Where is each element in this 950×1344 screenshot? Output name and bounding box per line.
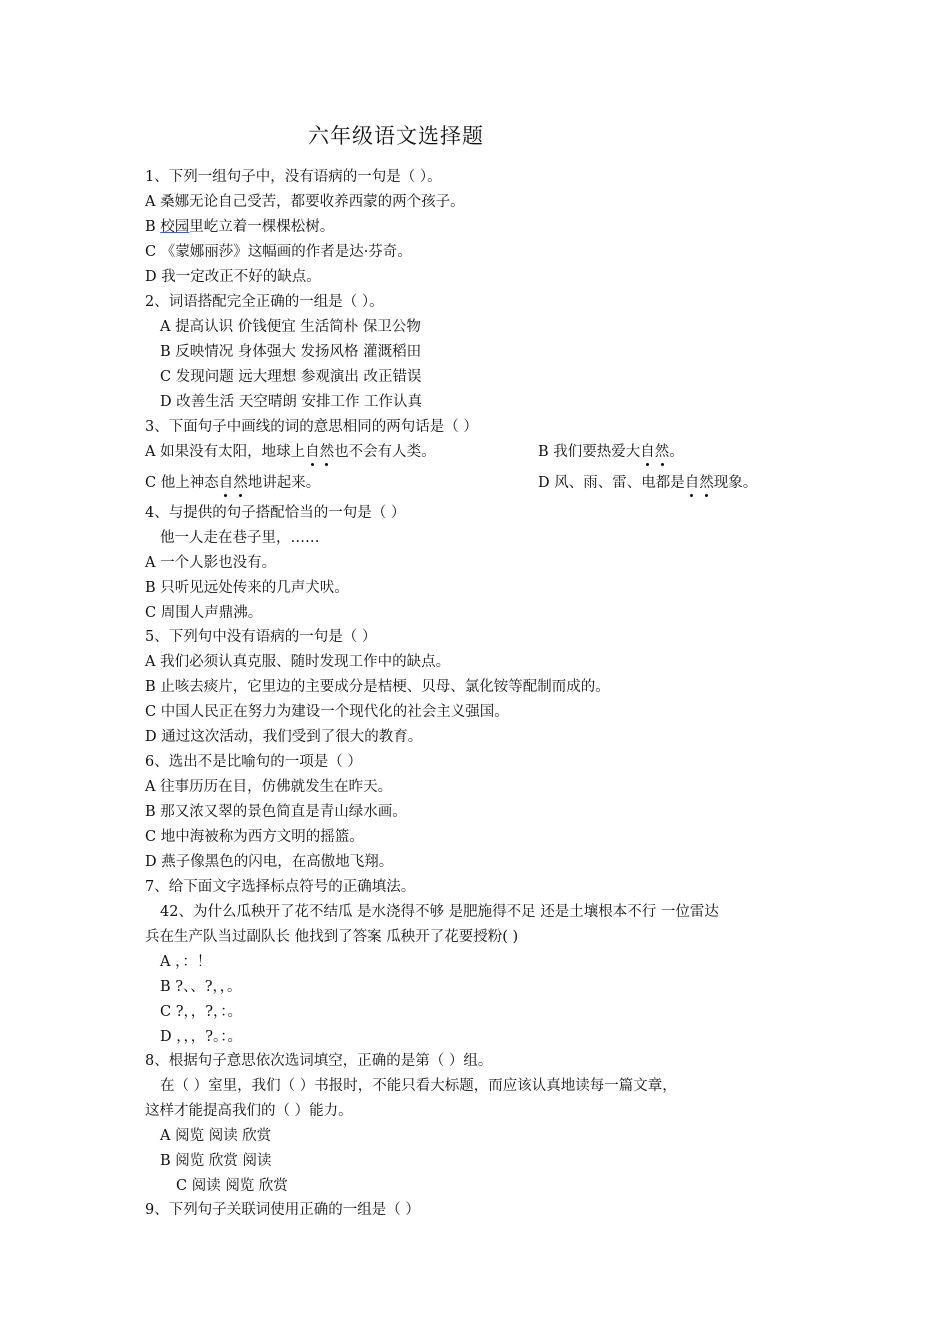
question-4-stem: 4、与提供的句子搭配恰当的一句是（ ） xyxy=(145,505,406,521)
question-1-option-d: D 我一定改正不好的缺点。 xyxy=(145,269,321,285)
dotted-char: 然 xyxy=(699,475,714,491)
question-4-option-c: C 周围人声鼎沸。 xyxy=(145,605,263,621)
question-9-stem: 9、下列句子关联词使用正确的一组是（ ） xyxy=(145,1202,420,1218)
question-3-stem: 3、下面句子中画线的词的意思相同的两句话是（ ） xyxy=(145,419,478,435)
question-6-option-d: D 燕子像黑色的闪电，在高傲地飞翔。 xyxy=(145,854,394,870)
question-7-option-d: D ，，，?。：。 xyxy=(160,1029,243,1045)
option-text: D 风、雨、雷、电都是 xyxy=(538,475,685,491)
question-1-option-c: C 《蒙娜丽莎》这幅画的作者是达·芬奇。 xyxy=(145,244,412,260)
question-6-stem: 6、选出不是比喻句的一项是（ ） xyxy=(145,754,362,770)
question-6-option-a: A 往事历历在目，仿佛就发生在昨天。 xyxy=(145,779,393,795)
option-b-suffix: 里屹立着一棵棵松树。 xyxy=(189,219,335,235)
question-4-given-sentence: 他一人走在巷子里，…… xyxy=(160,530,320,546)
question-7-passage-line-2: 兵在生产队当过副队长 他找到了答案 瓜秧开了花要授粉( ) xyxy=(145,929,519,945)
question-3-option-d xyxy=(538,473,757,493)
question-8-option-c: C 阅读 阅览 欣赏 xyxy=(176,1178,288,1194)
dotted-char: 然 xyxy=(319,444,335,460)
question-8-passage-line-1: 在（ ）室里，我们（ ）书报时，不能只看大标题，而应该认真地读每一篇文章， xyxy=(160,1078,677,1094)
question-5-option-a: A 我们必须认真克服、随时发现工作中的缺点。 xyxy=(145,654,451,670)
question-3-option-c xyxy=(145,473,320,493)
dotted-char: 然 xyxy=(654,444,670,460)
question-7-option-a: A ，：！ xyxy=(160,954,212,970)
question-2-stem: 2、词语搭配完全正确的一组是（ ）。 xyxy=(145,294,384,310)
question-5-option-d: D 通过这次活动，我们受到了很大的教育。 xyxy=(145,729,423,745)
dotted-char: 自 xyxy=(218,475,234,491)
question-1-option-b xyxy=(145,217,334,237)
option-text: C 他上神态 xyxy=(145,475,219,491)
option-text: A 如果没有太阳，地球上 xyxy=(145,444,306,460)
option-text: 。 xyxy=(669,444,684,460)
question-5-option-c: C 中国人民正在努力为建设一个现代化的社会主义强国。 xyxy=(145,704,509,720)
question-7-stem: 7、给下面文字选择标点符号的正确填法。 xyxy=(145,879,416,895)
option-text: 也不会有人类。 xyxy=(334,444,436,460)
dotted-char: 自 xyxy=(640,444,655,460)
question-8-option-a: A 阅览 阅读 欣赏 xyxy=(160,1128,272,1144)
option-text: 现象。 xyxy=(713,475,758,491)
question-3-option-b xyxy=(538,442,684,462)
question-2-option-b: B 反映情况 身体强大 发扬风格 灌溉稻田 xyxy=(160,344,422,360)
underlined-word: 校园 xyxy=(160,219,190,235)
question-1-option-a: A 桑娜无论自己受苦，都要收养西蒙的两个孩子。 xyxy=(145,194,465,210)
question-7-option-b: B ?、、?，，。 xyxy=(160,979,242,995)
option-text: 地讲起来。 xyxy=(247,475,321,491)
page-title: 六年级语文选择题 xyxy=(308,124,484,148)
question-5-stem: 5、下列句中没有语病的一句是（ ） xyxy=(145,629,377,645)
question-8-option-b: B 阅览 欣赏 阅读 xyxy=(160,1153,272,1169)
option-text: B 我们要热爱大 xyxy=(538,444,641,460)
dotted-char: 自 xyxy=(305,444,320,460)
question-2-option-a: A 提高认识 价钱便宜 生活简朴 保卫公物 xyxy=(160,319,421,335)
option-b-prefix: B xyxy=(145,219,161,235)
question-3-option-a xyxy=(145,442,436,462)
question-5-option-b: B 止咳去痰片，它里边的主要成分是桔梗、贝母、氯化铵等配制而成的。 xyxy=(145,679,610,695)
question-8-stem: 8、根据句子意思依次选词填空，正确的是第（ ）组。 xyxy=(145,1053,493,1069)
question-8-passage-line-2: 这样才能提高我们的（ ）能力。 xyxy=(145,1103,353,1119)
question-7-option-c: C ?，，?，：。 xyxy=(160,1004,243,1020)
dotted-char: 然 xyxy=(233,475,248,491)
question-6-option-b: B 那又浓又翠的景色简直是青山绿水画。 xyxy=(145,804,407,820)
dotted-char: 自 xyxy=(684,475,700,491)
question-4-option-a: A 一个人影也没有。 xyxy=(145,555,277,571)
question-2-option-d: D 改善生活 天空晴朗 安排工作 工作认真 xyxy=(160,394,423,410)
question-7-passage-line-1: 42、为什么瓜秧开了花不结瓜 是水浇得不够 是肥施得不足 还是土壤根本不行 一位雷达 xyxy=(160,904,719,920)
question-2-option-c: C 发现问题 远大理想 参观演出 改正错误 xyxy=(160,369,422,385)
question-4-option-b: B 只听见远处传来的几声犬吠。 xyxy=(145,580,349,596)
question-1-stem: 1、下列一组句子中，没有语病的一句是（ ）。 xyxy=(145,169,442,185)
question-6-option-c: C 地中海被称为西方文明的摇篮。 xyxy=(145,829,364,845)
